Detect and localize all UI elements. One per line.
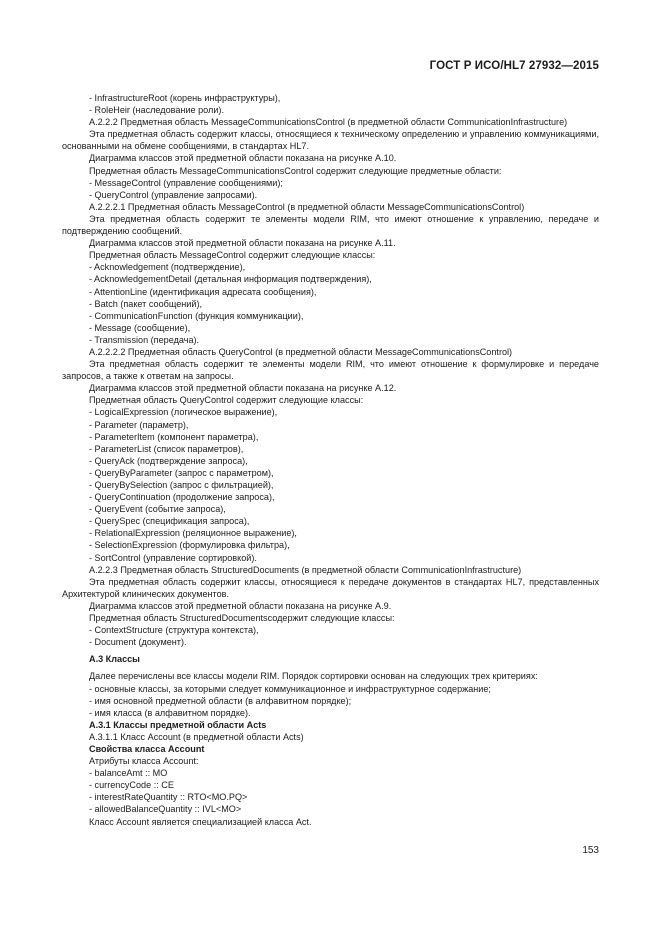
paragraph: Класс Account является специализацией класса Act. [89,816,312,827]
paragraph: A.2.2.3 Предметная область StructuredDocuments (в предметной области CommunicationInfrastructure) [89,564,522,575]
paragraph: Эта предметная область содержит те элементы модели RIM, что имеют отношение к управлению, передаче и подтверждению сообщений. [62,213,599,237]
paragraph: - LogicalExpression (логическое выражение), [89,407,278,418]
section-heading: Свойства класса Account [89,743,205,754]
paragraph: - RoleHeir (наследование роли). [89,105,224,116]
paragraph: - QuerySpec (спецификация запроса), [89,516,250,527]
paragraph: Предметная область MessageCommunicationsControl содержит следующие предметные области: [89,165,502,176]
paragraph: Эта предметная область содержит классы, относящиеся к техническому определению и управлению коммуникациями, основанными на обмене сообщениями, в стандартах HL7. [62,129,599,152]
paragraph: - Acknowledgement (подтверждение), [89,262,246,273]
paragraph: - Message (сообщение), [89,322,191,333]
paragraph: Предметная область MessageControl содержит следующие классы: [89,250,376,261]
paragraph: - основные классы, за которыми следует коммуникационное и инфраструктурное содержание; [89,683,491,694]
paragraph: A.2.2.2 Предметная область MessageCommunicationsControl (в предметной области CommunicationInfrastructure) [89,117,568,128]
paragraph: - SelectionExpression (формулировка фильтра), [89,540,290,551]
paragraph: Эта предметная область содержит классы, относящиеся к передаче документов в стандартах HL7, представленных Архитектурой клинических документов. [62,576,599,599]
section-heading: A.3.1 Классы предметной области Acts [89,719,267,730]
paragraph: - QueryBySelection (запрос с фильтрацией), [89,480,274,490]
paragraph: - CommunicationFunction (функция коммуникации), [89,310,304,321]
paragraph: Диаграмма классов этой предметной области показана на рисунке А.10. [89,153,397,164]
paragraph: - Document (документ). [89,637,187,648]
document-body [62,92,599,828]
paragraph: Диаграмма классов этой предметной области показана на рисунке А.9. [89,600,392,611]
paragraph: - Transmission (передача). [89,334,200,345]
paragraph: A.2.2.2.1 Предметная область MessageControl (в предметной области MessageCommunicationsControl) [89,201,525,212]
paragraph: - InfrastructureRoot (корень инфраструктуры), [89,93,281,103]
paragraph: - имя класса (в алфавитном порядке). [89,707,251,718]
paragraph: - MessageControl (управление сообщениями); [89,177,283,188]
paragraph: - QueryEvent (событие запроса), [89,504,226,515]
paragraph: - ParameterList (список параметров), [89,443,244,454]
paragraph: - interestRateQuantity :: RTO<MO.PQ> [89,792,248,803]
paragraph: - QueryContinuation (продолжение запроса), [89,492,275,503]
section-heading: A.3 Классы [89,654,140,665]
paragraph: Диаграмма классов этой предметной области показана на рисунке А.12. [89,383,397,394]
paragraph: - Parameter (параметр), [89,419,189,430]
paragraph: - AcknowledgementDetail (детальная информация подтверждения), [89,274,372,285]
paragraph: - QueryByParameter (запрос с параметром), [89,467,274,478]
paragraph: - ParameterItem (компонент параметра), [89,431,259,442]
paragraph: Предметная область StructuredDocumentsсодержит следующие классы: [89,613,395,624]
paragraph: Далее перечислены все классы модели RIM. Порядок сортировки основан на следующих трех критериях: [89,671,538,682]
paragraph: - currencyCode :: CE [89,780,174,791]
paragraph: - QueryAck (подтверждение запроса), [89,455,248,466]
paragraph: Предметная область QueryControl содержит следующие классы: [89,395,364,406]
paragraph: - RelationalExpression (реляционное выражение), [89,528,297,539]
paragraph: Атрибуты класса Account: [89,756,199,767]
paragraph: - balanceAmt :: MO [89,768,168,779]
paragraph: Диаграмма классов этой предметной области показана на рисунке А.11. [89,238,396,249]
paragraph: - allowedBalanceQuantity :: IVL<MO> [89,804,242,815]
paragraph: - ContextStructure (структура контекста), [89,625,259,636]
page-number: 153 [582,845,599,856]
paragraph: A.3.1.1 Класс Account (в предметной области Acts) [89,731,304,742]
paragraph: Эта предметная область содержит те элементы модели RIM, что имеют отношение к формулировке и передаче запросов, а также к ответам на запросы. [62,359,599,382]
paragraph: - QueryControl (управление запросами). [89,189,258,200]
paragraph: - имя основной предметной области (в алфавитном порядке); [89,695,352,706]
paragraph: A.2.2.2.2 Предметная область QueryControl (в предметной области MessageCommunicationsControl) [89,346,513,357]
paragraph: - SortControl (управление сортировкой). [89,552,257,563]
paragraph: - Batch (пакет сообщений), [89,298,203,309]
document-header: ГОСТ Р ИСО/HL7 27932—2015 [429,60,599,72]
paragraph: - AttentionLine (идентификация адресата сообщения), [89,286,317,297]
